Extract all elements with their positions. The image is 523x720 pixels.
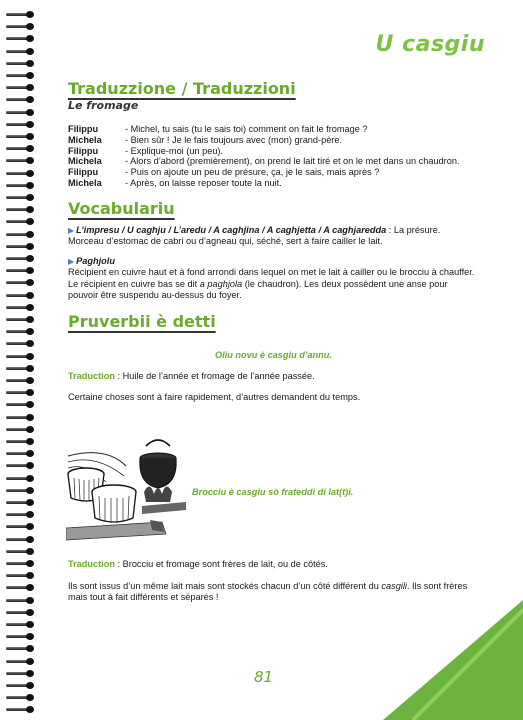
speaker: Filippu: [68, 145, 99, 156]
spiral-ring: [4, 352, 38, 361]
spiral-ring: [4, 144, 38, 153]
translation-text: : Huile de l’année et fromage de l’année passée.: [114, 371, 315, 381]
spiral-ring: [4, 522, 38, 531]
vocab-term: Paghjolu: [76, 256, 115, 266]
spiral-ring: [4, 34, 38, 43]
line-text: - Michel, tu sais (tu le sais toi) comment on fait le fromage ?: [125, 124, 368, 134]
spiral-ring: [4, 108, 38, 117]
translation-2: [68, 559, 480, 570]
spiral-ring: [4, 535, 38, 544]
speaker: Filippu: [68, 124, 99, 134]
spiral-ring: [4, 705, 38, 714]
vocab-entry-paghjolu: [68, 256, 478, 301]
spiral-ring: [4, 461, 38, 470]
spiral-ring: [4, 620, 38, 629]
spiral-binding: [4, 10, 38, 715]
comment-text: Ils sont issus d’un même lait mais sont stockés chacun d’un côté différent du: [68, 581, 382, 591]
spiral-ring: [4, 71, 38, 80]
spiral-ring: [4, 376, 38, 385]
spiral-ring: [4, 583, 38, 592]
dialogue-line: [68, 156, 460, 167]
vocab-definition: Morceau d’estomac de cabri ou d’agneau qui, séché, sert à faire cailler le lait.: [68, 236, 383, 247]
spiral-ring: [4, 632, 38, 641]
section-title-pruverbii: Pruverbii è detti: [68, 312, 216, 331]
definition-text: Récipient en cuivre haut et à fond arrondi dans lequel on met le lait à cailler ou le brocciu à chauffer. Le récipient en cuivre bas se dit: [68, 267, 475, 289]
cheese-making-illustration: [66, 436, 186, 546]
spiral-ring: [4, 169, 38, 178]
translation-label: Traduction: [68, 559, 115, 569]
comment-text: . Ils sont frères mais tout à fait différents et séparés !: [68, 581, 468, 603]
line-text: - Bien sûr ! Je le fais toujours avec (mon) grand-père.: [125, 134, 343, 145]
spiral-ring: [4, 205, 38, 214]
definition-text: (le chaudron). Les deux possèdent une anse pour pouvoir être suspendu au-dessus du foyer.: [68, 278, 448, 300]
line-text: - Après, on laisse reposer toute la nuit.: [125, 177, 282, 188]
spiral-ring: [4, 693, 38, 702]
translation-label: Traduction: [68, 371, 115, 381]
vocab-entry-impresu: [68, 225, 478, 248]
spiral-ring: [4, 59, 38, 68]
dialogue-line: [68, 167, 460, 178]
spiral-ring: [4, 571, 38, 580]
spiral-ring: [4, 657, 38, 666]
chapter-title: U casgiu: [375, 32, 485, 57]
spiral-ring: [4, 644, 38, 653]
spiral-ring: [4, 327, 38, 336]
dialogue-line: [68, 146, 460, 157]
spiral-ring: [4, 425, 38, 434]
spiral-ring: [4, 242, 38, 251]
section-title-vocabulariu: Vocabulariu: [68, 199, 175, 218]
corner-decoration: [343, 600, 523, 720]
spiral-ring: [4, 449, 38, 458]
spiral-ring: [4, 669, 38, 678]
speaker: Michela: [68, 134, 102, 145]
section-title-traduzzione: Traduzzione / Traduzzioni: [68, 79, 296, 98]
spiral-ring: [4, 413, 38, 422]
spiral-ring: [4, 474, 38, 483]
spiral-ring: [4, 217, 38, 226]
speaker: Michela: [68, 156, 102, 167]
spiral-ring: [4, 266, 38, 275]
spiral-ring: [4, 437, 38, 446]
arrow-bullet-icon: ▶: [68, 226, 75, 235]
proverb-2: Brocciu è casgiu sò frateddi di lat(t)i.: [192, 487, 354, 497]
spiral-ring: [4, 83, 38, 92]
vocab-term-gloss: : La présure.: [386, 225, 441, 235]
dialogue-subtitle: Le fromage: [68, 99, 139, 112]
speaker: Filippu: [68, 167, 99, 178]
spiral-ring: [4, 181, 38, 190]
dialogue-line: [68, 178, 460, 189]
spiral-ring: [4, 400, 38, 409]
spiral-ring: [4, 364, 38, 373]
spiral-ring: [4, 315, 38, 324]
spiral-ring: [4, 10, 38, 19]
spiral-ring: [4, 559, 38, 568]
spiral-ring: [4, 498, 38, 507]
spiral-ring: [4, 95, 38, 104]
spiral-ring: [4, 596, 38, 605]
spiral-ring: [4, 132, 38, 141]
spiral-ring: [4, 486, 38, 495]
spiral-ring: [4, 278, 38, 287]
vocab-term: L’impresu / U caghju / L’aredu / A caghjina / A caghjetta / A caghjaredda: [76, 225, 387, 235]
spiral-ring: [4, 254, 38, 263]
spiral-ring: [4, 547, 38, 556]
spiral-ring: [4, 120, 38, 129]
vocab-definition: [68, 267, 478, 301]
proverb-1: Oliu novu è casgiu d’annu.: [215, 350, 332, 360]
line-text: - Explique-moi (un peu).: [125, 145, 224, 156]
dialogue-line: [68, 135, 460, 146]
arrow-bullet-icon: ▶: [68, 257, 75, 266]
spiral-ring: [4, 388, 38, 397]
definition-italic: a paghjola: [199, 278, 243, 289]
comment-italic: casgili: [381, 581, 407, 591]
spiral-ring: [4, 156, 38, 165]
dialogue: [68, 124, 460, 189]
spiral-ring: [4, 47, 38, 56]
spiral-ring: [4, 193, 38, 202]
translation-text: : Brocciu et fromage sont frères de lait, ou de côtés.: [114, 559, 328, 569]
spiral-ring: [4, 339, 38, 348]
translation-1: [68, 371, 480, 382]
line-text: - Puis on ajoute un peu de présure, ça, je le sais, mais après ?: [125, 167, 380, 178]
spiral-ring: [4, 291, 38, 300]
speaker: Michela: [68, 177, 102, 188]
spiral-ring: [4, 608, 38, 617]
dialogue-line: [68, 124, 460, 135]
spiral-ring: [4, 22, 38, 31]
page-number: 81: [254, 668, 274, 686]
spiral-ring: [4, 230, 38, 239]
spiral-ring: [4, 681, 38, 690]
spiral-ring: [4, 303, 38, 312]
spiral-ring: [4, 510, 38, 519]
line-text: - Alors d’abord (premièrement), on prend le lait tiré et on le met dans un chaudron.: [125, 156, 460, 167]
comment-1: Certaine choses sont à faire rapidement, d’autres demandent du temps.: [68, 392, 361, 402]
